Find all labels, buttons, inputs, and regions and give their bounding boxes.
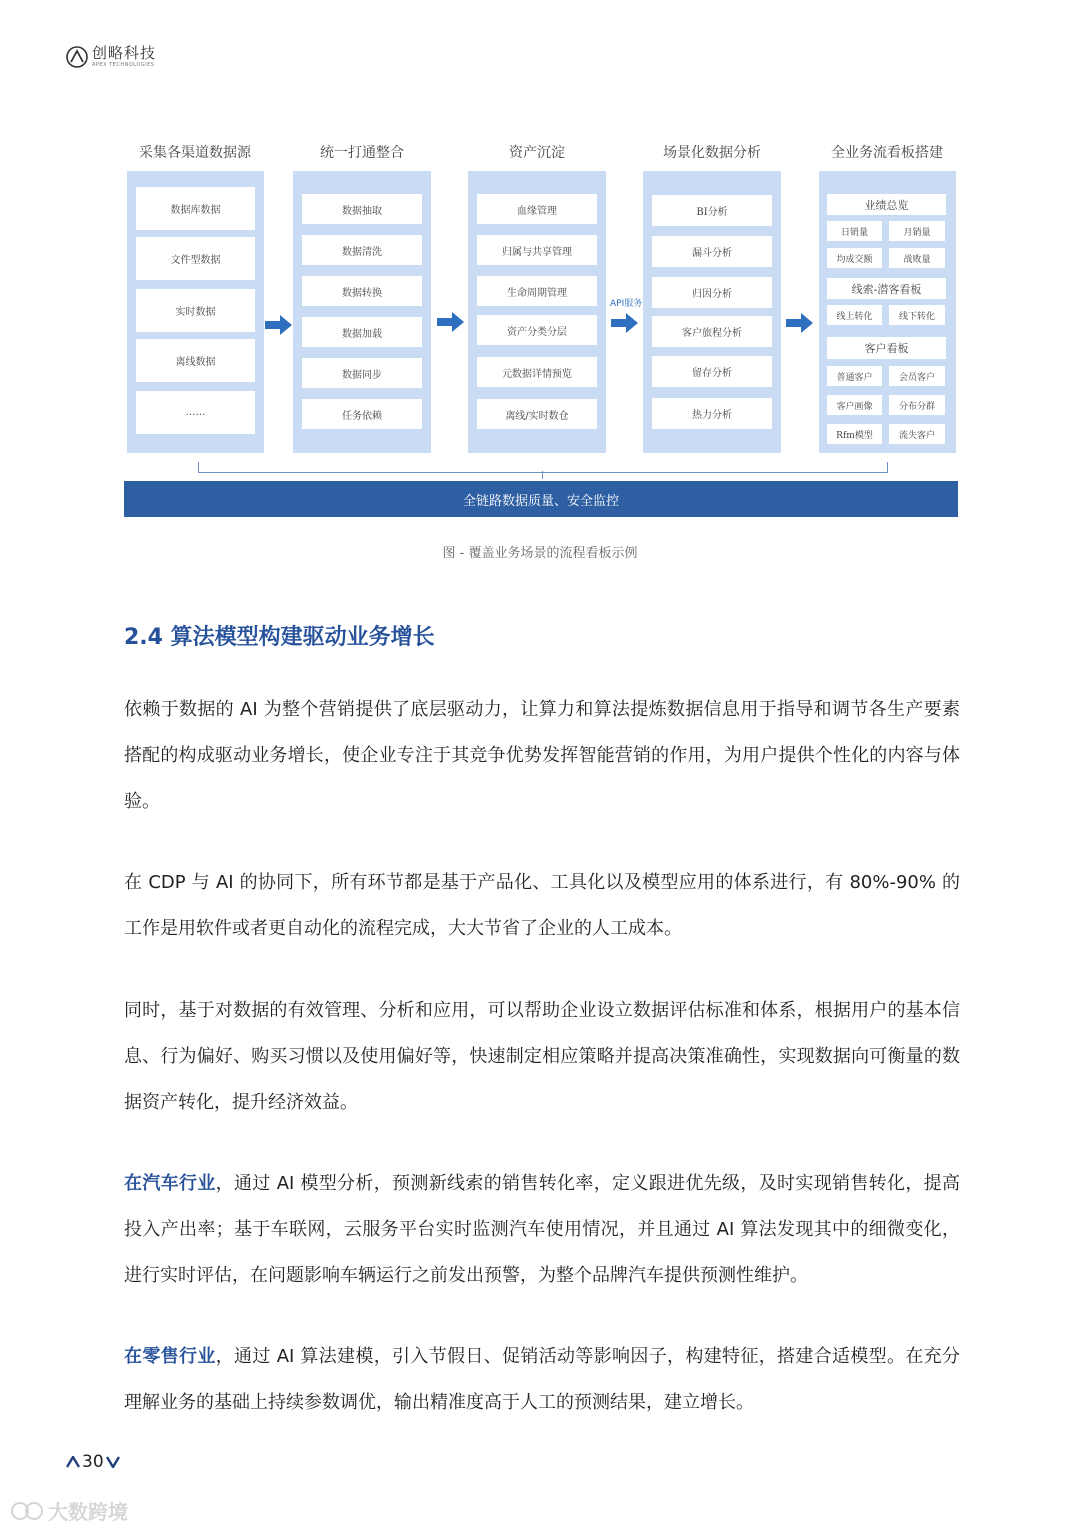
dashboard-group-header: 线索-潜客看板 <box>827 278 946 299</box>
diagram-cell: 月销量 <box>889 221 945 241</box>
paragraph: 同时，基于对数据的有效管理、分析和应用，可以帮助企业设立数据评估标准和体系，根据用户的基本信息、行为偏好、购买习惯以及使用偏好等，快速制定相应策略并提高决策准确性，实现数据向可衡量的数据资产转化，提升经济效益。 <box>124 1000 960 1113</box>
diagram-column-sources <box>127 171 264 453</box>
diagram-cell: Rfm模型 <box>827 424 882 444</box>
flow-arrow-icon <box>786 311 814 335</box>
page-number <box>66 1452 120 1472</box>
paragraph: 依赖于数据的 AI 为整个营销提供了底层驱动力，让算力和算法提炼数据信息用于指导和调节各生产要素搭配的构成驱动业务增长，使企业专注于其竞争优势发挥智能营销的作用，为用户提供个性化的内容与体验。 <box>124 699 960 812</box>
brand-logo <box>66 46 156 68</box>
dashboard-group-header: 业绩总览 <box>827 194 946 215</box>
diagram-cell: 归因分析 <box>652 277 772 308</box>
paragraph-lead: 在零售行业 <box>124 1346 216 1367</box>
brand-name: 创略科技 <box>92 44 157 62</box>
diagram-cell: 离线/实时数仓 <box>477 399 597 429</box>
diagram-cell: 数据加载 <box>302 317 422 347</box>
flow-arrow-icon <box>611 311 639 335</box>
paragraph-retail <box>124 1334 960 1426</box>
diagram-column-assets <box>468 171 606 453</box>
diagram-cell: 均成交额 <box>827 248 882 268</box>
diagram-cell: …… <box>136 391 255 434</box>
paragraph-body: ，通过 AI 模型分析，预测新线索的销售转化率，定义跟进优先级，及时实现销售转化，提高投入产出率；基于车联网，云服务平台实时监测汽车使用情况，并且通过 AI 算法发现其中的细微变化，进行实时评估，在问题影响车辆运行之前发出预警，为整个品牌汽车提供预测性维护。 <box>124 1173 961 1286</box>
diagram-cell: 文件型数据 <box>136 237 255 280</box>
diagram-cell: 归属与共享管理 <box>477 235 597 265</box>
diagram-cell: 会员客户 <box>889 366 945 386</box>
monitoring-bar: 全链路数据质量、安全监控 <box>124 481 958 517</box>
figure-caption: 图 - 覆盖业务场景的流程看板示例 <box>442 546 638 561</box>
diagram-cell: 数据同步 <box>302 358 422 388</box>
column-title: 资产沉淀 <box>509 145 565 161</box>
diagram-cell: 日销量 <box>827 221 882 241</box>
page-up-icon <box>66 1456 80 1468</box>
flow-arrow-icon <box>437 310 465 334</box>
column-title: 统一打通整合 <box>320 145 404 161</box>
diagram-column-integration <box>293 171 431 453</box>
diagram-cell: 离线数据 <box>136 339 255 382</box>
api-service-label: API服务 <box>610 299 643 309</box>
diagram-cell: 客户旅程分析 <box>652 316 772 347</box>
column-title: 全业务流看板搭建 <box>831 145 943 161</box>
diagram-bracket <box>198 462 888 473</box>
paragraph-automotive <box>124 1161 960 1299</box>
diagram-cell: 资产分类分层 <box>477 315 597 345</box>
section-heading: 2.4 算法模型构建驱动业务增长 <box>124 625 435 650</box>
diagram-cell: 血缘管理 <box>477 194 597 224</box>
diagram-cell: BI分析 <box>652 195 772 226</box>
dashboard-group-header: 客户看板 <box>827 337 946 359</box>
diagram-cell: 热力分析 <box>652 398 772 429</box>
diagram-bracket-tick <box>542 471 543 479</box>
diagram-cell: 数据转换 <box>302 276 422 306</box>
diagram-column-analysis <box>643 171 781 453</box>
diagram-cell: 实时数据 <box>136 289 255 332</box>
column-title: 场景化数据分析 <box>663 145 761 161</box>
paragraph-body: ，通过 AI 算法建模，引入节假日、促销活动等影响因子，构建特征，搭建合适模型。在充分理解业务的基础上持续参数调优，输出精准度高于人工的预测结果，建立增长。 <box>124 1346 961 1413</box>
column-title: 采集各渠道数据源 <box>139 145 251 161</box>
paragraph: 在 CDP 与 AI 的协同下，所有环节都是基于产品化、工具化以及模型应用的体系进行，有 80%-90% 的工作是用软件或者更自动化的流程完成，大大节省了企业的人工成本。 <box>124 872 960 939</box>
diagram-cell: 任务依赖 <box>302 399 422 429</box>
diagram-cell: 漏斗分析 <box>652 236 772 267</box>
diagram-cell: 线上转化 <box>827 305 882 325</box>
watermark-text: 大数跨境 <box>48 1500 128 1524</box>
diagram-cell: 元数据详情预览 <box>477 357 597 387</box>
diagram-cell: 生命周期管理 <box>477 276 597 306</box>
diagram-cell: 流失客户 <box>889 424 945 444</box>
page-down-icon <box>106 1456 120 1468</box>
page-number-value: 30 <box>82 1452 104 1472</box>
diagram-column-dashboards <box>819 171 956 453</box>
flow-arrow-icon <box>265 313 293 337</box>
diagram-cell: 数据清洗 <box>302 235 422 265</box>
diagram-cell: 留存分析 <box>652 356 772 387</box>
diagram-cell: 客户画像 <box>827 395 882 415</box>
diagram-cell: 战败量 <box>889 248 945 268</box>
diagram-cell: 普通客户 <box>827 366 882 386</box>
diagram-cell: 数据抽取 <box>302 194 422 224</box>
logo-mark-icon <box>66 46 88 68</box>
diagram-cell: 线下转化 <box>889 305 945 325</box>
watermark <box>10 1496 128 1525</box>
watermark-logo-icon <box>10 1499 44 1523</box>
diagram-cell: 分布分群 <box>889 395 945 415</box>
diagram-cell: 数据库数据 <box>136 187 255 230</box>
brand-name-en: APEX TECHNOLOGIES <box>92 62 155 68</box>
paragraph-lead: 在汽车行业 <box>124 1173 216 1194</box>
